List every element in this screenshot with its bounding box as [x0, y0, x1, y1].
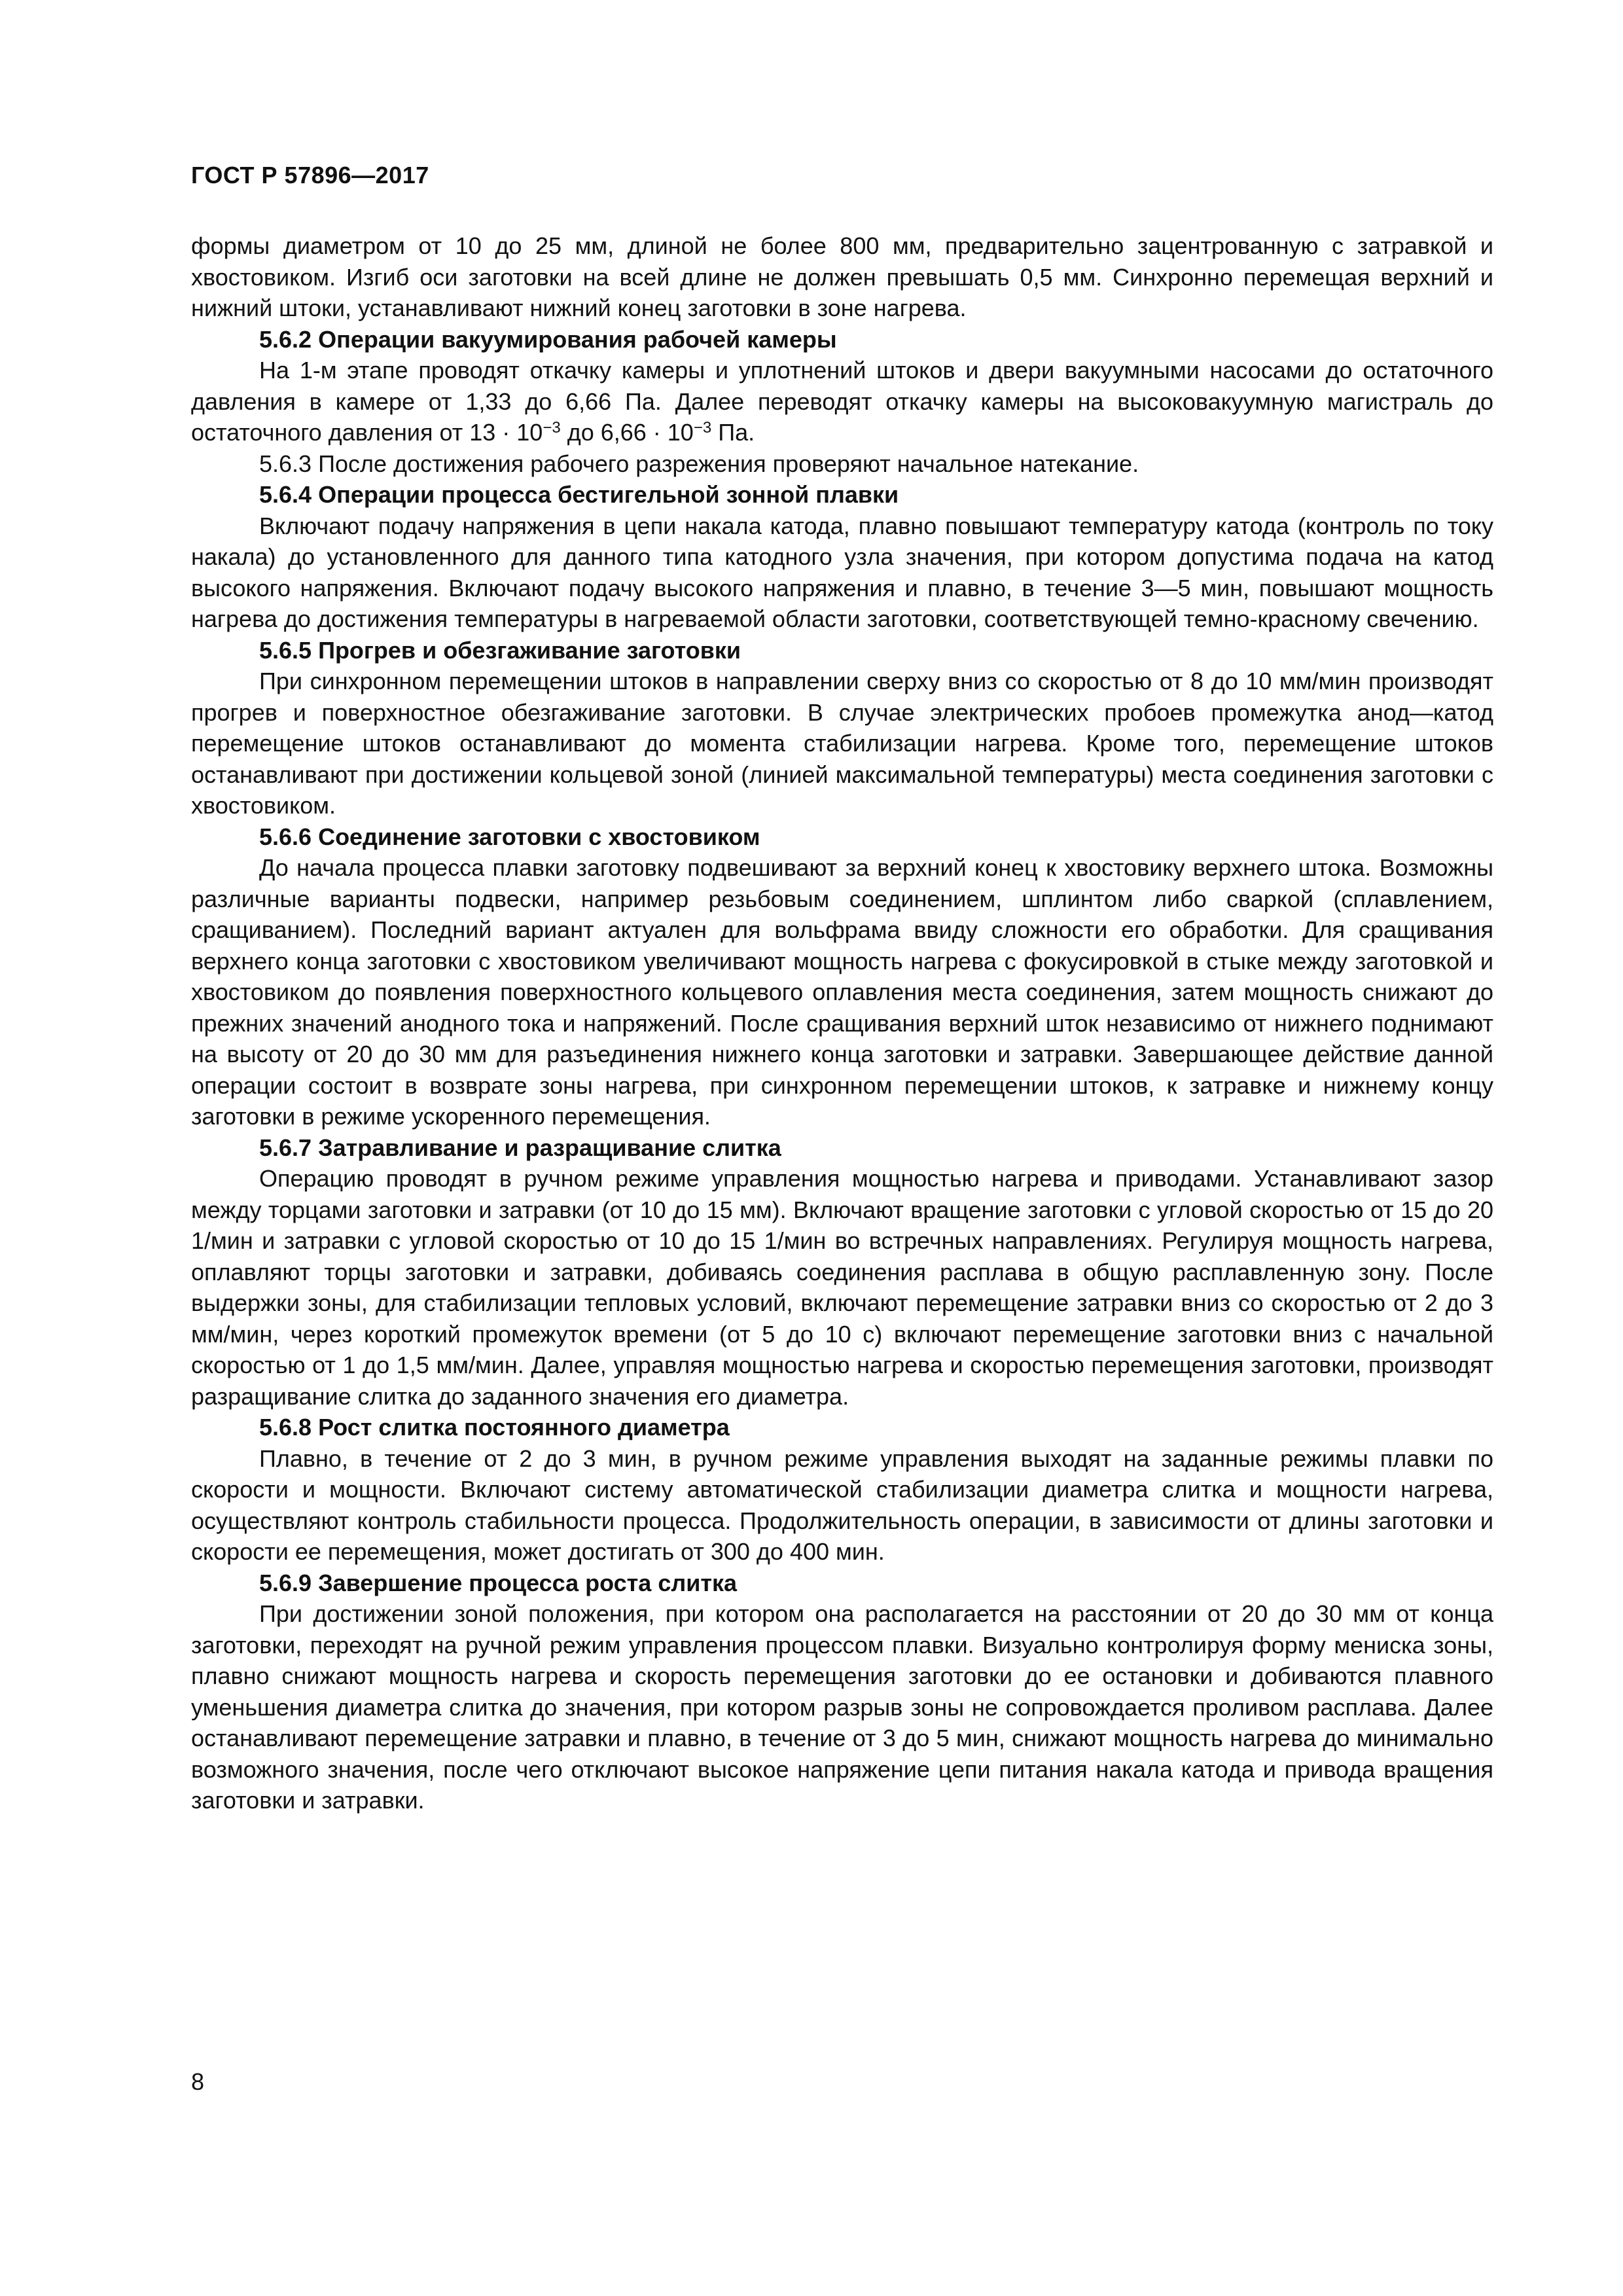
document-body	[191, 230, 1493, 1816]
section-paragraph-5-6-4: Включают подачу напряжения в цепи накала катода, плавно повышают температуру катода (контроль по току накала) до установленного для данного типа катодного узла значения, при котором допустима подача на катод высокого напряжения. Включают подачу высокого напряжения и плавно, в течение 3—5 мин, повышают мощность нагрева до достижения температуры в нагреваемой области заготовки, соответствующей темно-красному свечению.	[191, 512, 1493, 632]
section-heading-5-6-8: 5.6.8 Рост слитка постоянного диаметра	[259, 1414, 730, 1441]
section-heading-5-6-5: 5.6.5 Прогрев и обезгаживание заготовки	[259, 636, 741, 664]
page-number: 8	[191, 2068, 205, 2095]
exponent: −3	[543, 419, 561, 437]
standard-code-header: ГОСТ Р 57896—2017	[191, 162, 429, 188]
continued-paragraph: формы диаметром от 10 до 25 мм, длиной не более 800 мм, предварительно зацентрованную с затравкой и хвостовиком. Изгиб оси заготовки на всей длине не должен превышать 0,5 мм. Синхронно перемещая верхний и нижний штоки, устанавливают нижний конец заготовки в зоне нагрева.	[191, 232, 1493, 321]
exponent: −3	[693, 419, 712, 437]
section-heading-5-6-7: 5.6.7 Затравливание и разращивание слитка	[259, 1134, 781, 1161]
section-paragraph-5-6-5: При синхронном перемещении штоков в направлении сверху вниз со скоростью от 8 до 10 мм/мин производят прогрев и поверхностное обезгаживание заготовки. В случае электрических пробоев промежутка анод—катод перемещение штоков останавливают до момента стабилизации нагрева. Кроме того, перемещение штоков останавливают при достижении кольцевой зоной (линией максимальной температуры) места соединения заготовки с хвостовиком.	[191, 668, 1493, 819]
section-heading-5-6-3: 5.6.3 После достижения рабочего разрежения проверяют начальное натекание.	[259, 450, 1139, 477]
section-paragraph-5-6-2: На 1-м этапе проводят откачку камеры и уплотнений штоков и двери вакуумными насосами до остаточного давления в камере от 1,33 до 6,66 Па. Далее переводят откачку камеры на высоковакуумную магистраль до остаточного давления от $13 \cdot 10^{-3}$ до $6,66 \cdot 10^{-3}$ Па.	[191, 357, 1493, 446]
section-paragraph-5-6-6: До начала процесса плавки заготовку подвешивают за верхний конец к хвостовику верхнего штока. Возможны различные варианты подвески, например резьбовым соединением, шплинтом либо сваркой (сплавлением, сращиванием). Последний вариант актуален для вольфрама ввиду сложности его обработки. Для сращивания верхнего конца заготовки с хвостовиком увеличивают мощность нагрева с фокусировкой в стыке между заготовкой и хвостовиком до появления поверхностного кольцевого оплавления места соединения, затем мощность снижают до прежних значений анодного тока и напряжений. После сращивания верхний шток независимо от нижнего поднимают на высоту от 20 до 30 мм для разъединения нижнего конца заготовки и затравки. Завершающее действие данной операции состоит в возврате зоны нагрева, при синхронном перемещении штоков, к затравке и нижнему концу заготовки в режиме ускоренного перемещения.	[191, 854, 1493, 1130]
section-heading-5-6-9: 5.6.9 Завершение процесса роста слитка	[259, 1569, 738, 1596]
section-heading-5-6-6: 5.6.6 Соединение заготовки с хвостовиком	[259, 823, 760, 850]
section-heading-5-6-4: 5.6.4 Операции процесса бестигельной зонной плавки	[259, 481, 899, 508]
section-paragraph-5-6-9: При достижении зоной положения, при котором она располагается на расстоянии от 20 до 30 мм от конца заготовки, переходят на ручной режим управления процессом плавки. Визуально контролируя форму мениска зоны, плавно снижают мощность нагрева и скорость перемещения заготовки до ее остановки и добиваются плавного уменьшения диаметра слитка до значения, при котором разрыв зоны не сопровождается проливом расплава. Далее останавливают перемещение затравки и плавно, в течение от 3 до 5 мин, снижают мощность нагрева до минимально возможного значения, после чего отключают высокое напряжение цепи питания накала катода и привода вращения заготовки и затравки.	[191, 1600, 1493, 1814]
section-paragraph-5-6-8: Плавно, в течение от 2 до 3 мин, в ручном режиме управления выходят на заданные режимы плавки по скорости и мощности. Включают систему автоматической стабилизации диаметра слитка и мощности нагрева, осуществляют контроль стабильности процесса. Продолжительность операции, в зависимости от длины заготовки и скорости ее перемещения, может достигать от 300 до 400 мин.	[191, 1444, 1493, 1565]
section-heading-5-6-2: 5.6.2 Операции вакуумирования рабочей камеры	[259, 325, 837, 353]
section-paragraph-5-6-7: Операцию проводят в ручном режиме управления мощностью нагрева и приводами. Устанавливают зазор между торцами заготовки и затравки (от 10 до 15 мм). Включают вращение заготовки с угловой скоростью от 15 до 20 1/мин и затравки с угловой скоростью от 10 до 15 1/мин во встречных направлениях. Регулируя мощность нагрева, оплавляют торцы заготовки и затравки, добиваясь соединения расплава в общую расплавленную зону. После выдержки зоны, для стабилизации тепловых условий, включают перемещение затравки вниз со скоростью от 2 до 3 мм/мин, через короткий промежуток времени (от 5 до 10 с) включают перемещение заготовки вниз с начальной скоростью от 1 до 1,5 мм/мин. Далее, управляя мощностью нагрева и скоростью перемещения заготовки, производят разращивание слитка до заданного значения его диаметра.	[191, 1165, 1493, 1410]
